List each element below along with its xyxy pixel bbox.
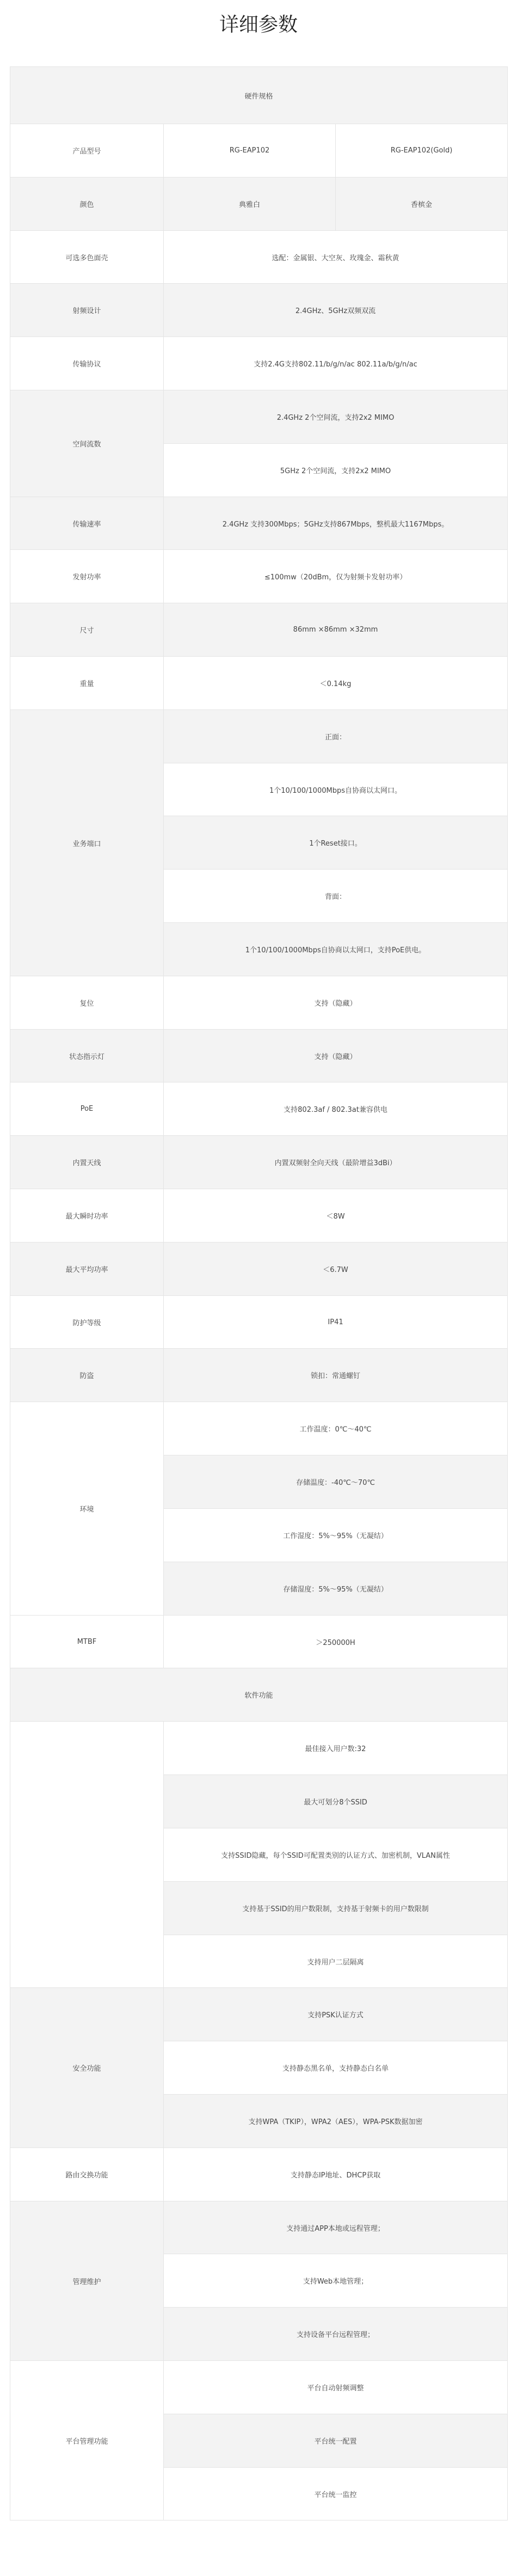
spec-value: 2.4GHz 2个空间流，支持2x2 MIMO	[164, 390, 508, 444]
spec-value: IP41	[164, 1296, 508, 1349]
spec-row-max-instant-power	[10, 1189, 508, 1243]
spec-value: 平台自动射频调整	[164, 2361, 508, 2414]
spec-value: 86mm ×86mm ×32mm	[164, 603, 508, 657]
spec-label: 复位	[10, 976, 164, 1030]
spec-row-size	[10, 603, 508, 657]
spec-label: 安全功能	[10, 1988, 164, 2148]
spec-label: 业务端口	[10, 710, 164, 976]
spec-value: 选配：金属银、大空灰、玫瑰金、霜秋黄	[164, 231, 508, 284]
spec-row-routing	[10, 2148, 508, 2201]
spec-label: 内置天线	[10, 1136, 164, 1189]
spec-row-transfer-rate	[10, 497, 508, 550]
spec-value: 支持（隐藏）	[164, 1030, 508, 1082]
spec-value: 典雅白	[164, 178, 336, 231]
spec-value: 工作湿度：5%～95%（无凝结）	[164, 1509, 508, 1562]
spec-label: 平台管理功能	[10, 2361, 164, 2520]
spec-label: PoE	[10, 1082, 164, 1136]
spec-row-cover-options	[10, 231, 508, 284]
spec-value: 支持设备平台远程管理；	[164, 2308, 508, 2361]
spec-label: 可选多色面壳	[10, 231, 164, 284]
spec-value: ＜0.14kg	[164, 657, 508, 710]
spec-row-environment	[10, 1402, 508, 1455]
spec-value: 支持2.4G支持802.11/b/g/n/ac 802.11a/b/g/n/ac	[164, 337, 508, 390]
spec-value: 支持静态黑名单，支持静态白名单	[164, 2041, 508, 2095]
spec-label: 传输速率	[10, 497, 164, 550]
spec-value: 5GHz 2个空间流，支持2x2 MIMO	[164, 444, 508, 497]
spec-label: 发射功率	[10, 550, 164, 603]
section-row-hardware	[10, 67, 508, 124]
spec-label: 最大平均功率	[10, 1243, 164, 1296]
spec-row-anti-theft	[10, 1349, 508, 1402]
spec-value: 内置双频射全向天线（最阶增益3dBi）	[164, 1136, 508, 1189]
spec-label: 环境	[10, 1402, 164, 1616]
section-title-software: 软件功能	[10, 1668, 508, 1722]
spec-value: 香槟金	[336, 178, 508, 231]
spec-row-security	[10, 1988, 508, 2041]
spec-value: 最佳接入用户数:32	[164, 1722, 508, 1775]
spec-value: RG-EAP102	[164, 124, 336, 178]
page-title: 详细参数	[219, 14, 298, 36]
spec-value: 1个10/100/1000Mbps自协商以太网口，支持PoE供电。	[164, 923, 508, 976]
spec-value: 支持用户二层隔离	[164, 1935, 508, 1988]
spec-value: 支持WPA（TKIP），WPA2（AES），WPA-PSK数据加密	[164, 2095, 508, 2148]
spec-row-reset	[10, 976, 508, 1030]
spec-label: 射频设计	[10, 284, 164, 337]
spec-row-spatial-streams	[10, 390, 508, 444]
spec-row-poe	[10, 1082, 508, 1136]
spec-row-radio-design	[10, 284, 508, 337]
spec-value: RG-EAP102(Gold)	[336, 124, 508, 178]
spec-value: 支持Web本地管理；	[164, 2254, 508, 2308]
section-row-software	[10, 1668, 508, 1722]
spec-row-color	[10, 178, 508, 231]
spec-label: 尺寸	[10, 603, 164, 657]
spec-value: 支持通过APP本地或远程管理；	[164, 2201, 508, 2254]
spec-label: 最大瞬时功率	[10, 1189, 164, 1243]
spec-label: 管理维护	[10, 2201, 164, 2361]
spec-table	[10, 66, 508, 2520]
spec-label: 颜色	[10, 178, 164, 231]
spec-value: 存储温度：-40℃～70℃	[164, 1455, 508, 1509]
spec-value: 支持SSID隐藏，每个SSID可配置类别的认证方式、加密机制，VLAN属性	[164, 1828, 508, 1882]
spec-value: 1个10/100/1000Mbps自协商以太网口。	[164, 763, 508, 816]
spec-value: 锁扣：常通螺钉	[164, 1349, 508, 1402]
spec-row-tx-power	[10, 550, 508, 603]
spec-value: ＜8W	[164, 1189, 508, 1243]
spec-value: ＜6.7W	[164, 1243, 508, 1296]
spec-value: 正面：	[164, 710, 508, 763]
spec-value: 平台统一配置	[164, 2414, 508, 2468]
spec-label: 产品型号	[10, 124, 164, 178]
spec-row-protocol	[10, 337, 508, 390]
spec-value: 支持基于SSID的用户数限制，支持基于射频卡的用户数限制	[164, 1882, 508, 1935]
spec-value: 支持静态IP地址、DHCP获取	[164, 2148, 508, 2201]
spec-row-protection	[10, 1296, 508, 1349]
spec-label: 空间流数	[10, 390, 164, 497]
spec-row-ports	[10, 710, 508, 763]
spec-value: 工作温度：0℃～40℃	[164, 1402, 508, 1455]
spec-label	[10, 1722, 164, 1988]
spec-value: 背面：	[164, 870, 508, 923]
spec-value: 1个Reset接口。	[164, 816, 508, 870]
spec-label: 防护等级	[10, 1296, 164, 1349]
spec-label: 状态指示灯	[10, 1030, 164, 1082]
spec-value: 支持PSK认证方式	[164, 1988, 508, 2041]
spec-row-basic	[10, 1722, 508, 1775]
spec-row-product-model	[10, 124, 508, 178]
spec-row-antenna	[10, 1136, 508, 1189]
spec-row-status-led	[10, 1030, 508, 1082]
spec-value: 2.4GHz 支持300Mbps；5GHz支持867Mbps，整机最大1167Mbps。	[164, 497, 508, 550]
spec-value: 2.4GHz、5GHz双频双流	[164, 284, 508, 337]
spec-value: 支持（隐藏）	[164, 976, 508, 1030]
spec-value: 支持802.3af / 802.3at兼容供电	[164, 1082, 508, 1136]
spec-value: ≤100mw（20dBm，仅为射频卡发射功率）	[164, 550, 508, 603]
spec-value: 存储湿度：5%～95%（无凝结）	[164, 1562, 508, 1616]
section-title-hardware: 硬件规格	[10, 67, 508, 124]
spec-value: 平台统一监控	[164, 2468, 508, 2520]
spec-row-max-avg-power	[10, 1243, 508, 1296]
spec-label: 传输协议	[10, 337, 164, 390]
spec-value: 最大可划分8个SSID	[164, 1775, 508, 1828]
spec-label: 路由交换功能	[10, 2148, 164, 2201]
spec-row-mtbf	[10, 1616, 508, 1668]
spec-value: ＞250000H	[164, 1616, 508, 1668]
spec-label: 重量	[10, 657, 164, 710]
spec-row-management	[10, 2201, 508, 2254]
spec-label: MTBF	[10, 1616, 164, 1668]
spec-row-platform	[10, 2361, 508, 2414]
spec-row-weight	[10, 657, 508, 710]
spec-label: 防盗	[10, 1349, 164, 1402]
